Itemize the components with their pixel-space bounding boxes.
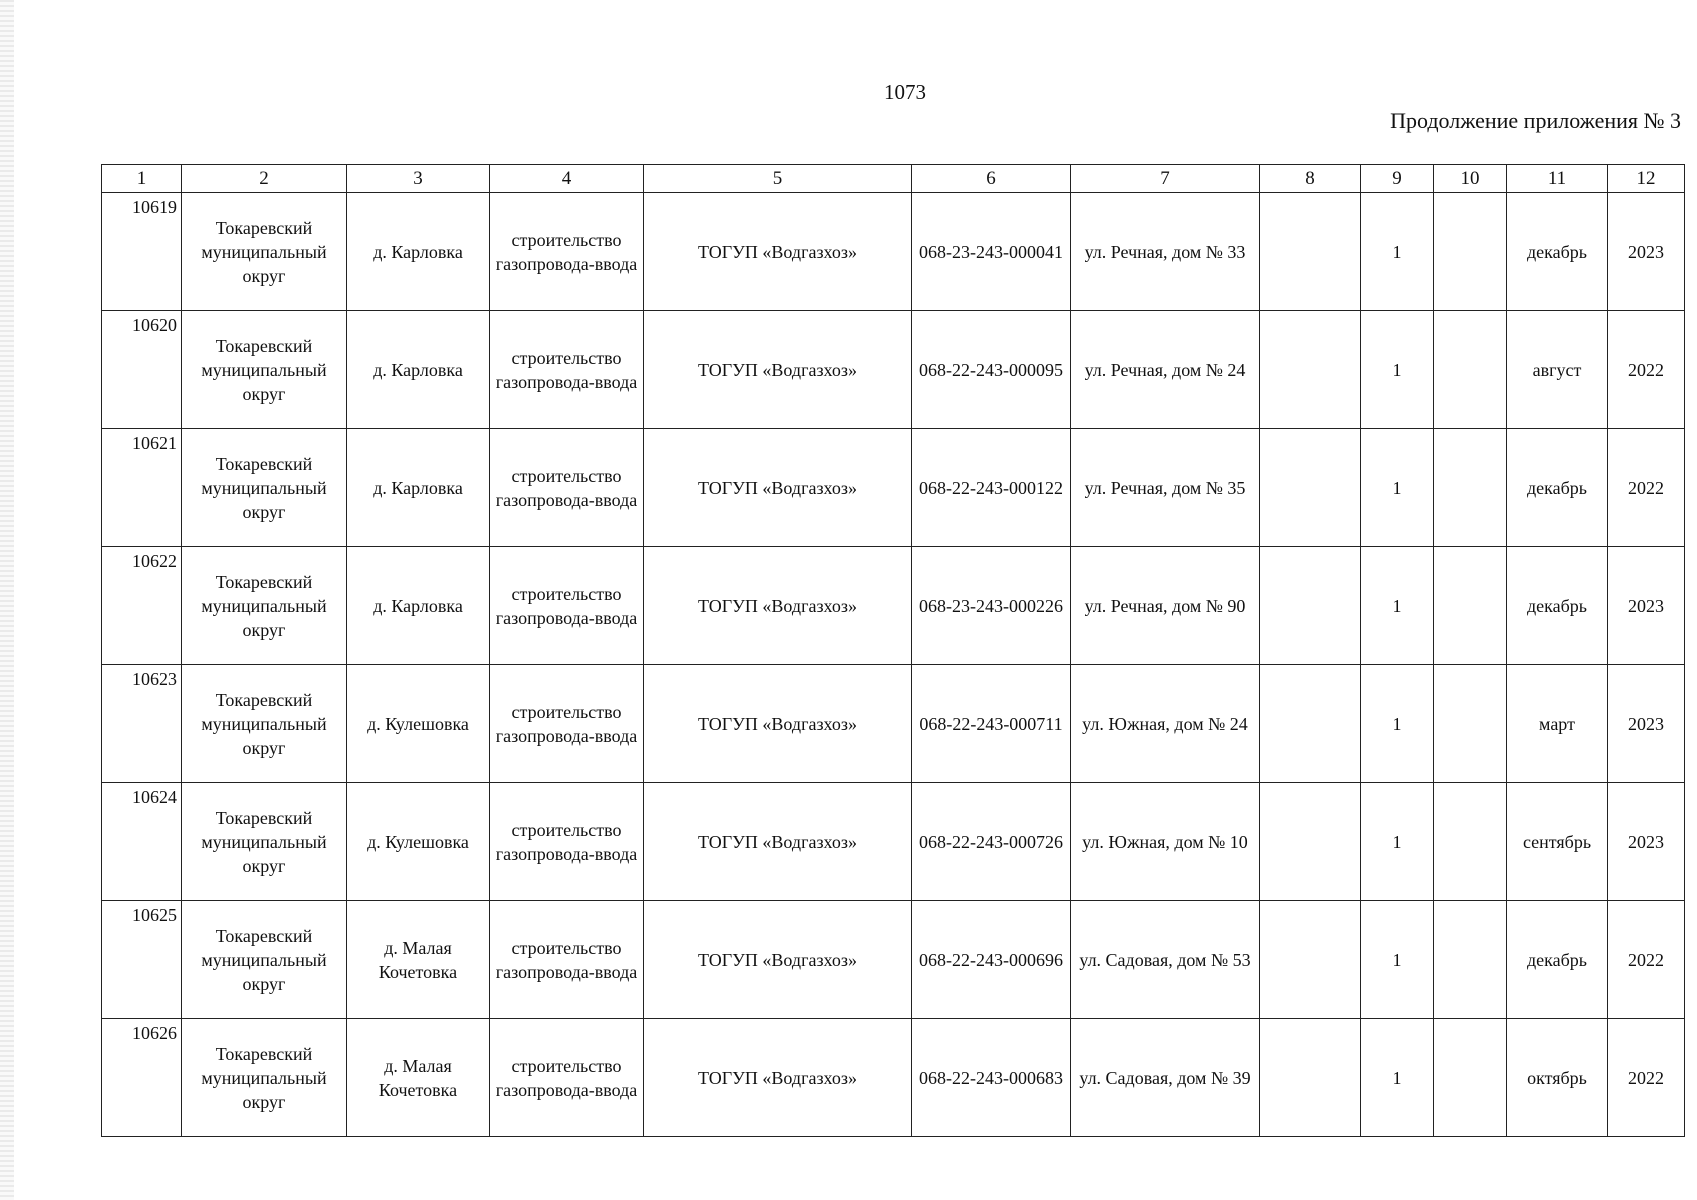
organization-cell: ТОГУП «Водгазхоз» <box>644 901 912 1019</box>
table-row <box>102 311 1685 429</box>
quantity-cell: 1 <box>1361 547 1434 665</box>
month-cell: март <box>1507 665 1608 783</box>
locality-cell: д. Карловка <box>347 547 490 665</box>
quantity-cell: 1 <box>1361 429 1434 547</box>
page-number: 1073 <box>884 80 926 104</box>
year-cell: 2022 <box>1608 901 1685 1019</box>
column-8-cell <box>1260 901 1361 1019</box>
month-cell: декабрь <box>1507 547 1608 665</box>
year-cell: 2023 <box>1608 665 1685 783</box>
address-cell: ул. Речная, дом № 35 <box>1071 429 1260 547</box>
month-cell: октябрь <box>1507 1019 1608 1137</box>
locality-cell: д. Кулешовка <box>347 665 490 783</box>
year-cell: 2022 <box>1608 1019 1685 1137</box>
year-cell: 2022 <box>1608 429 1685 547</box>
district-cell: Токаревский муниципальный округ <box>182 193 347 311</box>
quantity-cell: 1 <box>1361 193 1434 311</box>
column-8-cell <box>1260 547 1361 665</box>
locality-cell: д. Карловка <box>347 311 490 429</box>
table-row <box>102 665 1685 783</box>
table-row <box>102 547 1685 665</box>
table-row <box>102 193 1685 311</box>
column-10-cell <box>1434 901 1507 1019</box>
address-cell: ул. Речная, дом № 24 <box>1071 311 1260 429</box>
column-10-cell <box>1434 193 1507 311</box>
work-type-cell: строительство газопровода-ввода <box>490 901 644 1019</box>
district-cell: Токаревский муниципальный округ <box>182 429 347 547</box>
organization-cell: ТОГУП «Водгазхоз» <box>644 783 912 901</box>
district-cell: Токаревский муниципальный округ <box>182 901 347 1019</box>
locality-cell: д. Малая Кочетовка <box>347 1019 490 1137</box>
district-cell: Токаревский муниципальный округ <box>182 665 347 783</box>
row-number: 10625 <box>102 901 182 1019</box>
column-8-cell <box>1260 1019 1361 1137</box>
district-cell: Токаревский муниципальный округ <box>182 547 347 665</box>
address-cell: ул. Южная, дом № 10 <box>1071 783 1260 901</box>
code-cell: 068-22-243-000095 <box>912 311 1071 429</box>
month-cell: декабрь <box>1507 429 1608 547</box>
code-cell: 068-22-243-000696 <box>912 901 1071 1019</box>
work-type-cell: строительство газопровода-ввода <box>490 547 644 665</box>
quantity-cell: 1 <box>1361 1019 1434 1137</box>
locality-cell: д. Карловка <box>347 193 490 311</box>
quantity-cell: 1 <box>1361 783 1434 901</box>
column-10-cell <box>1434 1019 1507 1137</box>
column-header-1: 1 <box>102 165 182 193</box>
row-number: 10626 <box>102 1019 182 1137</box>
district-cell: Токаревский муниципальный округ <box>182 1019 347 1137</box>
table-row <box>102 1019 1685 1137</box>
code-cell: 068-22-243-000726 <box>912 783 1071 901</box>
work-type-cell: строительство газопровода-ввода <box>490 1019 644 1137</box>
address-cell: ул. Южная, дом № 24 <box>1071 665 1260 783</box>
column-header-10: 10 <box>1434 165 1507 193</box>
address-cell: ул. Садовая, дом № 39 <box>1071 1019 1260 1137</box>
column-10-cell <box>1434 783 1507 901</box>
column-header-3: 3 <box>347 165 490 193</box>
row-number: 10619 <box>102 193 182 311</box>
column-8-cell <box>1260 429 1361 547</box>
code-cell: 068-22-243-000711 <box>912 665 1071 783</box>
registry-table <box>101 164 1685 1137</box>
table-body <box>102 193 1685 1137</box>
work-type-cell: строительство газопровода-ввода <box>490 311 644 429</box>
month-cell: декабрь <box>1507 901 1608 1019</box>
column-header-6: 6 <box>912 165 1071 193</box>
quantity-cell: 1 <box>1361 665 1434 783</box>
row-number: 10622 <box>102 547 182 665</box>
column-8-cell <box>1260 311 1361 429</box>
column-8-cell <box>1260 193 1361 311</box>
year-cell: 2022 <box>1608 311 1685 429</box>
address-cell: ул. Садовая, дом № 53 <box>1071 901 1260 1019</box>
organization-cell: ТОГУП «Водгазхоз» <box>644 429 912 547</box>
column-8-cell <box>1260 783 1361 901</box>
table-header <box>102 165 1685 193</box>
year-cell: 2023 <box>1608 193 1685 311</box>
address-cell: ул. Речная, дом № 33 <box>1071 193 1260 311</box>
column-10-cell <box>1434 665 1507 783</box>
table-row <box>102 429 1685 547</box>
code-cell: 068-22-243-000683 <box>912 1019 1071 1137</box>
year-cell: 2023 <box>1608 783 1685 901</box>
appendix-note: Продолжение приложения № 3 <box>1390 108 1681 133</box>
address-cell: ул. Речная, дом № 90 <box>1071 547 1260 665</box>
quantity-cell: 1 <box>1361 311 1434 429</box>
column-10-cell <box>1434 311 1507 429</box>
column-header-8: 8 <box>1260 165 1361 193</box>
month-cell: сентябрь <box>1507 783 1608 901</box>
row-number: 10621 <box>102 429 182 547</box>
locality-cell: д. Кулешовка <box>347 783 490 901</box>
year-cell: 2023 <box>1608 547 1685 665</box>
column-header-11: 11 <box>1507 165 1608 193</box>
organization-cell: ТОГУП «Водгазхоз» <box>644 193 912 311</box>
quantity-cell: 1 <box>1361 901 1434 1019</box>
column-10-cell <box>1434 429 1507 547</box>
month-cell: декабрь <box>1507 193 1608 311</box>
column-10-cell <box>1434 547 1507 665</box>
row-number: 10623 <box>102 665 182 783</box>
column-header-5: 5 <box>644 165 912 193</box>
organization-cell: ТОГУП «Водгазхоз» <box>644 547 912 665</box>
month-cell: август <box>1507 311 1608 429</box>
column-header-9: 9 <box>1361 165 1434 193</box>
column-header-4: 4 <box>490 165 644 193</box>
column-header-7: 7 <box>1071 165 1260 193</box>
organization-cell: ТОГУП «Водгазхоз» <box>644 665 912 783</box>
row-number: 10624 <box>102 783 182 901</box>
locality-cell: д. Карловка <box>347 429 490 547</box>
work-type-cell: строительство газопровода-ввода <box>490 429 644 547</box>
work-type-cell: строительство газопровода-ввода <box>490 665 644 783</box>
header-row <box>102 165 1685 193</box>
table-row <box>102 783 1685 901</box>
work-type-cell: строительство газопровода-ввода <box>490 783 644 901</box>
organization-cell: ТОГУП «Водгазхоз» <box>644 311 912 429</box>
work-type-cell: строительство газопровода-ввода <box>490 193 644 311</box>
district-cell: Токаревский муниципальный округ <box>182 783 347 901</box>
row-number: 10620 <box>102 311 182 429</box>
table-row <box>102 901 1685 1019</box>
code-cell: 068-22-243-000122 <box>912 429 1071 547</box>
code-cell: 068-23-243-000041 <box>912 193 1071 311</box>
column-header-2: 2 <box>182 165 347 193</box>
organization-cell: ТОГУП «Водгазхоз» <box>644 1019 912 1137</box>
district-cell: Токаревский муниципальный округ <box>182 311 347 429</box>
column-8-cell <box>1260 665 1361 783</box>
column-header-12: 12 <box>1608 165 1685 193</box>
locality-cell: д. Малая Кочетовка <box>347 901 490 1019</box>
code-cell: 068-23-243-000226 <box>912 547 1071 665</box>
scan-edge-artifact <box>0 0 14 1200</box>
